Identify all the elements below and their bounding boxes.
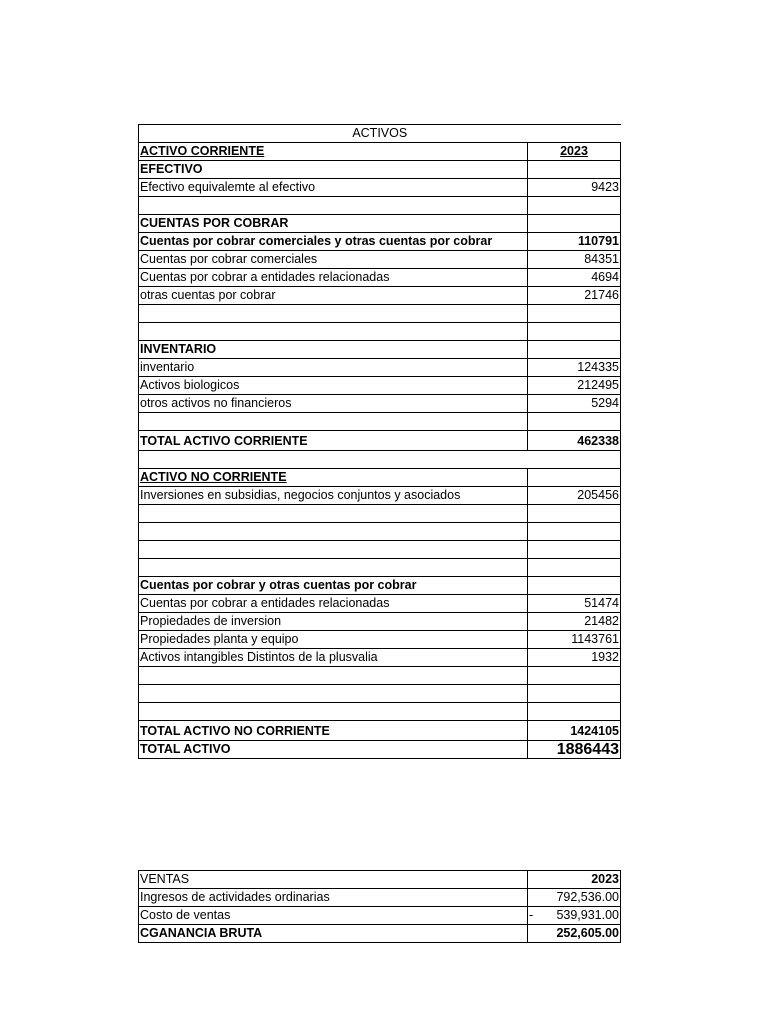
row-label: Propiedades de inversion xyxy=(139,613,528,631)
row-label: Inversiones en subsidias, negocios conjuntos y asociados xyxy=(139,487,528,505)
nc-cxc-header: Cuentas por cobrar y otras cuentas por cobrar xyxy=(139,577,528,595)
blank-row xyxy=(139,541,621,559)
ventas-year: 2023 xyxy=(528,871,621,889)
blank-row xyxy=(139,667,621,685)
table-row xyxy=(139,431,621,451)
row-label: Cuentas por cobrar a entidades relacionadas xyxy=(139,595,528,613)
table-row xyxy=(139,269,621,287)
blank-row xyxy=(139,305,621,323)
revenue-label: Ingresos de actividades ordinarias xyxy=(139,889,528,907)
table-row xyxy=(139,907,621,925)
cxc-header: CUENTAS POR COBRAR xyxy=(139,215,528,233)
table-row xyxy=(139,889,621,907)
row-value: 21746 xyxy=(528,287,621,305)
row-value: 205456 xyxy=(528,487,621,505)
table-row xyxy=(139,161,621,179)
efectivo-header: EFECTIVO xyxy=(139,161,528,179)
row-value: 124335 xyxy=(528,359,621,377)
table-row xyxy=(139,871,621,889)
blank-row xyxy=(139,413,621,431)
total-assets-value: 1886443 xyxy=(528,741,621,759)
title-row xyxy=(139,125,621,143)
blank-row xyxy=(139,559,621,577)
total-noncurrent-label: TOTAL ACTIVO NO CORRIENTE xyxy=(139,721,528,741)
row-value: 1143761 xyxy=(528,631,621,649)
table-row xyxy=(139,577,621,595)
table-row xyxy=(139,377,621,395)
blank-row xyxy=(139,505,621,523)
row-value: 1932 xyxy=(528,649,621,667)
activos-table xyxy=(138,124,621,759)
table-row xyxy=(139,649,621,667)
total-current-value: 462338 xyxy=(528,431,621,451)
cost-value: 539,931.00 xyxy=(556,908,619,922)
ventas-table xyxy=(138,870,621,943)
cxc-total-label: Cuentas por cobrar comerciales y otras cuentas por cobrar xyxy=(139,233,528,251)
table-row xyxy=(139,631,621,649)
row-label: otros activos no financieros xyxy=(139,395,528,413)
total-noncurrent-value: 1424105 xyxy=(528,721,621,741)
row-value: 5294 xyxy=(528,395,621,413)
table-row xyxy=(139,359,621,377)
table-row xyxy=(139,395,621,413)
table-row xyxy=(139,487,621,505)
blank-row xyxy=(139,323,621,341)
blank-row xyxy=(139,685,621,703)
balance-sheet xyxy=(138,124,620,759)
cost-cell xyxy=(528,907,621,925)
row-label: otras cuentas por cobrar xyxy=(139,287,528,305)
table-row xyxy=(139,179,621,197)
row-label: inventario xyxy=(139,359,528,377)
cxc-total-value: 110791 xyxy=(528,233,621,251)
row-label: Activos biologicos xyxy=(139,377,528,395)
row-value: 4694 xyxy=(528,269,621,287)
row-label: Cuentas por cobrar comerciales xyxy=(139,251,528,269)
row-value: 9423 xyxy=(528,179,621,197)
table-row xyxy=(139,595,621,613)
blank-row xyxy=(139,703,621,721)
sales-section xyxy=(138,870,620,943)
inventario-header: INVENTARIO xyxy=(139,341,528,359)
row-label: Propiedades planta y equipo xyxy=(139,631,528,649)
activo-corriente-header: ACTIVO CORRIENTE xyxy=(139,143,528,161)
row-value: 212495 xyxy=(528,377,621,395)
table-row xyxy=(139,721,621,741)
table-row xyxy=(139,341,621,359)
sheet-title: ACTIVOS xyxy=(139,125,621,143)
table-row xyxy=(139,215,621,233)
gross-profit-value: 252,605.00 xyxy=(528,925,621,943)
negative-sign: - xyxy=(529,908,534,922)
row-label: Cuentas por cobrar a entidades relacionadas xyxy=(139,269,528,287)
table-row xyxy=(139,233,621,251)
table-row xyxy=(139,741,621,759)
table-row xyxy=(139,613,621,631)
table-row xyxy=(139,287,621,305)
gross-profit-label: CGANANCIA BRUTA xyxy=(139,925,528,943)
row-label: Activos intangibles Distintos de la plusvalia xyxy=(139,649,528,667)
table-row xyxy=(139,925,621,943)
row-value: 21482 xyxy=(528,613,621,631)
blank-row xyxy=(139,523,621,541)
blank-row xyxy=(139,197,621,215)
table-row xyxy=(139,469,621,487)
table-row xyxy=(139,143,621,161)
year-header: 2023 xyxy=(528,143,621,161)
row-value: 84351 xyxy=(528,251,621,269)
revenue-value: 792,536.00 xyxy=(528,889,621,907)
ventas-header: VENTAS xyxy=(139,871,528,889)
row-value: 51474 xyxy=(528,595,621,613)
blank-row xyxy=(139,451,621,469)
table-row xyxy=(139,251,621,269)
total-assets-label: TOTAL ACTIVO xyxy=(139,741,528,759)
activo-no-corriente-header: ACTIVO NO CORRIENTE xyxy=(139,469,528,487)
cost-label: Costo de ventas xyxy=(139,907,528,925)
total-current-label: TOTAL ACTIVO CORRIENTE xyxy=(139,431,528,451)
row-label: Efectivo equivalemte al efectivo xyxy=(139,179,528,197)
